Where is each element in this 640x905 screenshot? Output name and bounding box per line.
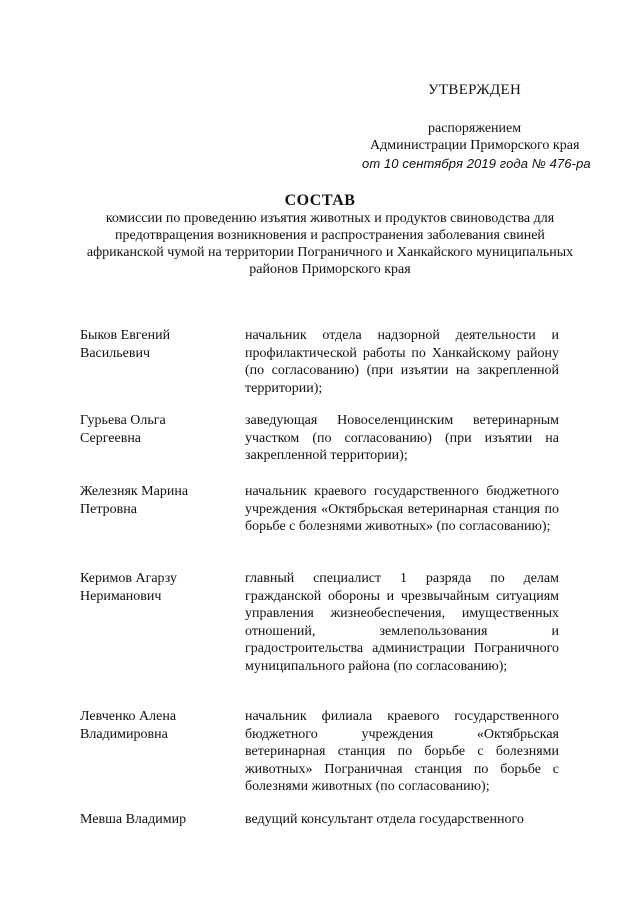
document-subtitle: комиссии по проведению изъятия животных и продуктов свиноводства для предотвращения возникновения и распространения заболевания свиней африканской чумой на территории Пограничного и Ханкайского муниципальных районов Приморского края (86, 211, 574, 277)
approved-by-order-label: распоряжением (428, 121, 522, 136)
member-name: Керимов Агарзу Нериманович (80, 571, 177, 604)
member-role: начальник отдела надзорной деятельности и профилактической работы по Ханкайскому району (по согласованию) (при изъятии на закрепленной территории); (245, 328, 559, 396)
member-role: начальник краевого государственного бюджетного учреждения «Октябрьская ветеринарная станция по борьбе с болезнями животных» (по согласованию); (245, 484, 559, 534)
member-name: Быков Евгений Васильевич (80, 328, 171, 361)
document-title: СОСТАВ (284, 192, 356, 209)
member-role: заведующая Новоселенцинским ветеринарным участком (по согласованию) (при изъятии на закрепленной территории); (245, 413, 559, 463)
member-role: главный специалист 1 разряда по делам гражданской обороны и чрезвычайным ситуациям управления жизнеобеспечения, имущественных отношений, землепользования и градостроительства администрации Пограничного муниципального района (по согласованию); (245, 571, 559, 674)
member-name: Гурьева Ольга Сергеевна (80, 413, 166, 446)
member-name: Мевша Владимир (80, 812, 187, 827)
member-role: ведущий консультант отдела государственного (245, 812, 524, 827)
member-name: Левченко Алена Владимировна (80, 709, 177, 742)
order-date-number: от 10 сентября 2019 года № 476-ра (362, 156, 591, 171)
member-name: Железняк Марина Петровна (80, 484, 189, 517)
member-role: начальник филиала краевого государственного бюджетного учреждения «Октябрьская ветеринарная станция по борьбе с болезнями животных» Пограничная станция по борьбе с болезнями животных (по согласованию); (245, 709, 559, 794)
approved-heading: УТВЕРЖДЕН (428, 82, 522, 98)
administration-name: Администрации Приморского края (370, 138, 580, 153)
